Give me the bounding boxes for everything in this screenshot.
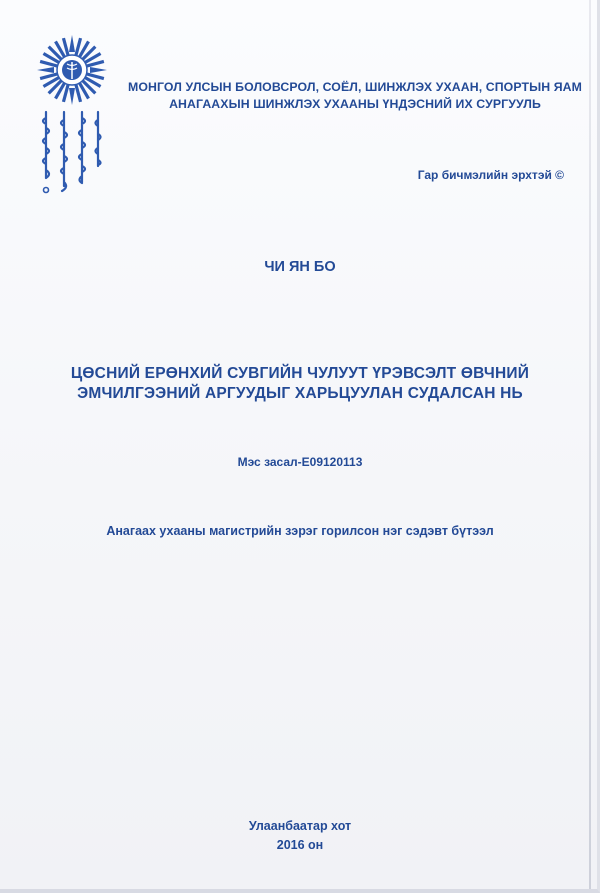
specialty-code: Мэс засал-E09120113 bbox=[237, 455, 363, 469]
university-emblem-icon bbox=[36, 34, 108, 106]
thesis-title-line-1: ЦӨСНИЙ ЕРӨНХИЙ СУВГИЙН ЧУЛУУТ ҮРЭВСЭЛТ ӨВЧНИЙ bbox=[70, 365, 530, 382]
ministry-name: МОНГОЛ УЛСЫН БОЛОВСРОЛ, СОЁЛ, ШИНЖЛЭХ УХААН, СПОРТЫН ЯАМ bbox=[128, 80, 582, 94]
ministry-header bbox=[120, 79, 590, 113]
place-and-year bbox=[0, 817, 600, 855]
degree-statement: Анагаах ухааны магистрийн зэрэг горилсон нэг сэдэвт бүтээл bbox=[106, 524, 494, 538]
city: Улаанбаатар хот bbox=[248, 819, 352, 833]
author-name: ЧИ ЯН БО bbox=[264, 259, 336, 275]
year: 2016 он bbox=[276, 838, 324, 852]
copyright-notice: Гар бичмэлийн эрхтэй © bbox=[417, 168, 564, 182]
mongolian-script-logo bbox=[34, 108, 110, 200]
thesis-title-line-2: ЭМЧИЛГЭЭНИЙ АРГУУДЫГ ХАРЬЦУУЛАН СУДАЛСАН НЬ bbox=[77, 385, 523, 402]
thesis-title bbox=[0, 364, 600, 404]
university-name: АНАГААХЫН ШИНЖЛЭХ УХААНЫ ҮНДЭСНИЙ ИХ СУРГУУЛЬ bbox=[169, 97, 541, 111]
